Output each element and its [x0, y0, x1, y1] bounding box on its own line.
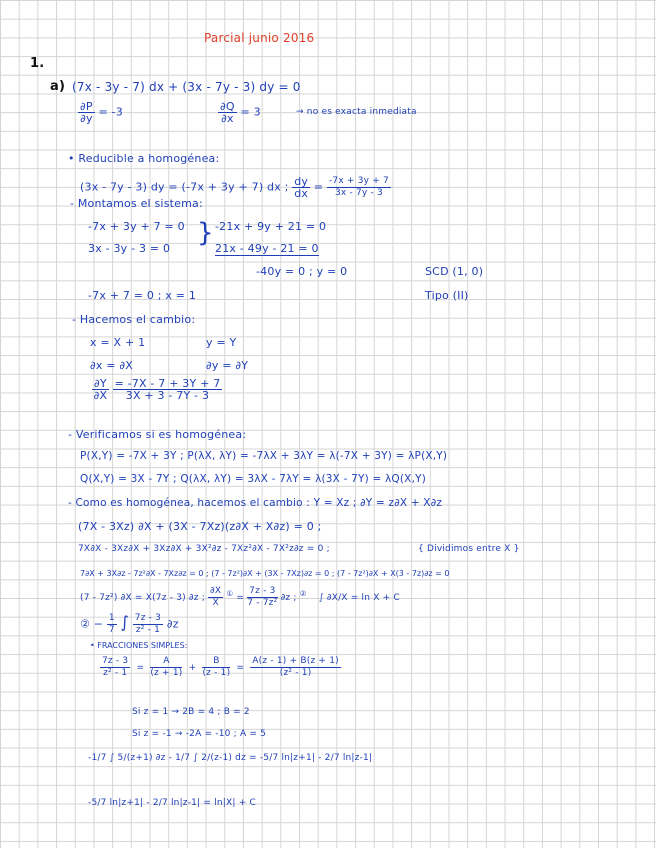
page-title: Parcial junio 2016 — [204, 31, 315, 45]
integrand-fraction: $\frac{7z - 3}{\text{z² - 1}}$ — [134, 613, 162, 635]
reducible-rhs-fraction: $\frac{-7x + 3y + 7}{3x - 7y - 3}$ — [328, 176, 389, 198]
z-fraction: $\frac{7z - 3}{\text{7 - 7z²}}$ — [247, 586, 278, 608]
circle-two: ② — [299, 589, 307, 598]
system-eq2: 3x - 3y - 3 = 0 — [88, 242, 171, 255]
main-equation: (7x - 3y - 7) dx + (3x - 7y - 3) dy = 0 — [72, 80, 301, 94]
homog-line1: (7X - 3Xz) ∂X + (3X - 7Xz)(z∂X + X∂z) = 0 ; — [78, 520, 322, 533]
verify-heading: - Verificamos si es homogénea: — [68, 428, 247, 441]
partial-decomposition: $\frac{7z - 3}{\text{z² - 1}}$ = $\frac{A}{(z + 1)}$ + $\frac{B}{(z - 1)}$ = $\frac{A(z - 1) + B(z + 1)}{\text{(z² - 1)}}$ — [102, 656, 339, 678]
partial-case1: Si z = 1 → 2B = 4 ; B = 2 — [132, 707, 250, 717]
system-brace: } — [197, 218, 214, 248]
dy-dx-fraction: $\frac{dy}{dx}$ — [294, 175, 309, 200]
change-rhs-fraction: $\frac{= -7X - 7 + 3Y + 7}{3X + 3 - 7Y - 3}$ — [114, 377, 221, 402]
dX-X-fraction: $\frac{\partial X}{X}$ — [210, 586, 222, 608]
homog-line2b: { Dividimos entre X } — [418, 544, 520, 554]
change-dy: ∂y = ∂Y — [206, 359, 249, 372]
system-heading: - Montamos el sistema: — [70, 197, 203, 210]
dq-dx-fraction: $\frac{\partial Q}{\partial x}$ — [220, 100, 235, 125]
partial-heading: • FRACCIONES SIMPLES: — [90, 641, 188, 650]
partial-rhs: $\frac{A(z - 1) + B(z + 1)}{\text{(z² - 1)}}$ — [252, 656, 339, 678]
system-scd: SCD (1, 0) — [425, 265, 484, 278]
homog-line4: (7 - 7z²) ∂X = X(7z - 3) ∂z ; $\frac{\partial X}{X}$ ① = $\frac{7z - 3}{\text{7 - 7z²}}$ ∂z ; ② ∫ ∂X/X = ln X + C — [80, 586, 400, 608]
system-op2: 21x - 49y - 21 = 0 — [215, 242, 319, 255]
homog-heading: - Como es homogénea, hacemos el cambio : Y = Xz ; ∂Y = z∂X + X∂z — [68, 497, 443, 509]
partial-case2: Si z = -1 → -2A = -10 ; A = 5 — [132, 729, 267, 739]
change-dx: ∂x = ∂X — [90, 359, 134, 372]
homog-line3: 7∂X + 3X∂z - 7z²∂X - 7Xz∂z = 0 ; (7 - 7z²)∂X + (3X - 7Xz)∂z = 0 ; (7 - 7z²)∂X + X(3 - 7z)∂z = 0 — [80, 569, 450, 578]
change-y: y = Y — [206, 336, 237, 349]
system-result-y: -40y = 0 ; y = 0 — [256, 265, 348, 278]
partial-a: $\frac{A}{(z + 1)}$ — [150, 656, 183, 678]
dY-dX-fraction: $\frac{\partial Y}{\partial X}$ — [93, 377, 108, 402]
change-x: x = X + 1 — [90, 336, 146, 349]
integration-line: -1/7 ∫ 5/(z+1) ∂z - 1/7 ∫ 2/(z-1) dz = -5/7 ln|z+1| - 2/7 ln|z-1| — [88, 753, 373, 763]
change-derivative — [92, 378, 222, 401]
homog-line5: ② − $\frac{1}{7}$ ∫ $\frac{7z - 3}{\text{z² - 1}}$ ∂z — [80, 612, 179, 635]
reducible-line: (3x - 7y - 3) dy = (-7x + 3y + 7) dx ; $\frac{dy}{dx}$ = $\frac{-7x + 3y + 7}{3x - 7y - 3}$ — [80, 175, 389, 200]
homog-line2a: 7X∂X - 3Xz∂X + 3Xz∂X + 3X²∂z - 7Xz²∂X - 7X²z∂z = 0 ; — [78, 544, 330, 554]
exactness-check: $\frac{\partial P}{\partial y}$ = -3 — [80, 100, 123, 125]
partial-b: $\frac{B}{(z - 1)}$ — [202, 656, 231, 678]
circle-one: ① — [226, 589, 234, 598]
one-seventh-fraction: $\frac{1}{7}$ — [108, 613, 115, 635]
change-heading: - Hacemos el cambio: — [72, 313, 196, 326]
reducible-heading: • Reducible a homogénea: — [68, 152, 220, 165]
system-eq1: -7x + 3y + 7 = 0 — [88, 220, 185, 233]
integral-x: ∫ ∂X/X = ln X + C — [318, 593, 400, 603]
verify-p: P(X,Y) = -7X + 3Y ; P(λX, λY) = -7λX + 3λY = λ(-7X + 3Y) = λP(X,Y) — [80, 450, 448, 462]
verify-q: Q(X,Y) = 3X - 7Y ; Q(λX, λY) = 3λX - 7λY = λ(3X - 7Y) = λQ(X,Y) — [80, 473, 427, 485]
system-result-x: -7x + 7 = 0 ; x = 1 — [88, 289, 197, 302]
exactness-conclusion: → no es exacta inmediata — [296, 107, 417, 117]
partial-lhs: $\frac{7z - 3}{\text{z² - 1}}$ — [102, 656, 129, 678]
problem-number: 1. — [30, 56, 45, 71]
part-label: a) — [50, 79, 66, 94]
system-op1: -21x + 9y + 21 = 0 — [215, 220, 327, 233]
dq-dx-check: $\frac{\partial Q}{\partial x}$ = 3 — [220, 100, 261, 125]
dp-dy-fraction: $\frac{\partial P}{\partial y}$ — [80, 100, 93, 125]
system-tipo: Tipo (II) — [425, 289, 469, 302]
final-result: -5/7 ln|z+1| - 2/7 ln|z-1| = ln|X| + C — [88, 798, 256, 808]
